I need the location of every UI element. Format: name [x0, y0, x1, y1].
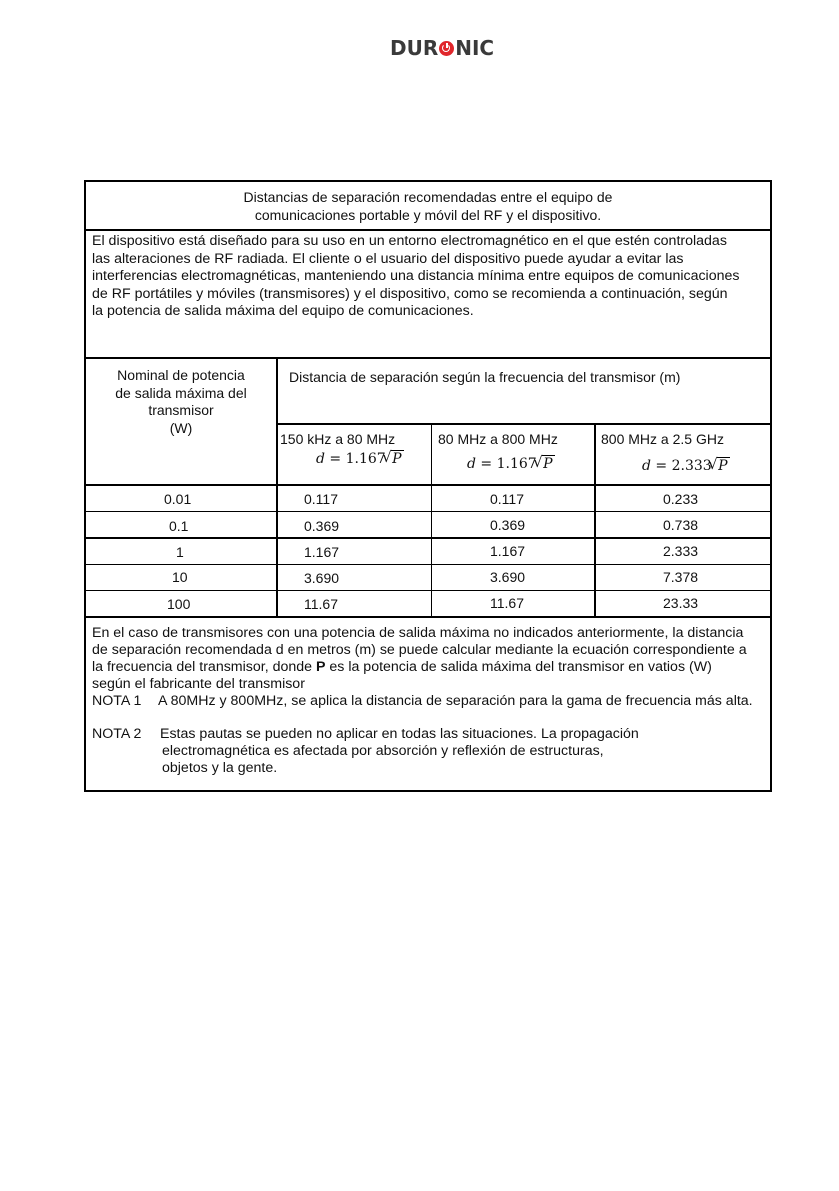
power-icon	[439, 41, 454, 56]
formula-coef: 1.167	[496, 456, 537, 472]
formula-band-3	[642, 457, 730, 474]
formula-eq: =	[480, 456, 493, 472]
distance-cell: 0.369	[304, 518, 340, 534]
divider	[86, 511, 770, 512]
intro-line: interferencias electromagnéticas, manteniendo una distancia mínima entre equipos de comunicaciones	[92, 268, 740, 285]
duronic-logo	[390, 36, 495, 60]
note-text: A 80MHz y 800MHz, se aplica la distancia de separación para la gama de frecuencia más alta.	[158, 693, 753, 709]
band-label-3: 800 MHz a 2.5 GHz	[601, 431, 724, 447]
distance-cell: 0.369	[490, 517, 526, 533]
distance-column-header: Distancia de separación según la frecuencia del transmisor (m)	[289, 369, 681, 385]
logo-text-du: DUR	[390, 36, 439, 60]
note-1	[92, 693, 768, 711]
note-label: NOTA 2	[92, 726, 142, 742]
logo-text-nic: NIC	[455, 36, 495, 60]
distance-cell: 0.233	[663, 491, 699, 507]
note-line: Estas pautas se pueden no aplicar en todas las situaciones. La propagación	[160, 726, 639, 742]
footer-line	[92, 659, 768, 676]
power-column-header	[86, 367, 276, 437]
footer-line: En el caso de transmisores con una potencia de salida máxima no indicados anteriormente, la distancia	[92, 625, 744, 641]
divider	[86, 564, 770, 565]
formula-var: d	[642, 458, 651, 474]
formula-coef: 2.333	[671, 458, 712, 474]
band-label-1: 150 kHz a 80 MHz	[280, 431, 396, 447]
distance-cell: 11.67	[304, 596, 338, 612]
distance-cell: 1.167	[490, 543, 526, 559]
distance-cell: 11.67	[490, 595, 524, 611]
formula-p: P	[392, 451, 402, 467]
formula-coef: 1.167	[345, 451, 386, 467]
note-line: electromagnética es afectada por absorción y reflexión de estructuras,	[162, 743, 604, 759]
footer-var-p: P	[315, 659, 326, 675]
header-line: Nominal de potencia	[117, 367, 245, 383]
formula-p: P	[718, 458, 728, 474]
divider	[276, 423, 770, 425]
note-label: NOTA 1	[92, 693, 142, 709]
divider	[86, 229, 770, 231]
power-cell: 100	[167, 596, 191, 612]
separation-distance-table	[84, 180, 772, 792]
header-line: (W)	[169, 419, 193, 436]
divider	[86, 590, 770, 591]
distance-cell: 7.378	[663, 569, 699, 585]
power-cell: 10	[172, 569, 188, 585]
note-text	[160, 726, 639, 777]
divider	[431, 423, 432, 617]
intro-line: El dispositivo está diseñado para su uso en un entorno electromagnético en el que estén controladas	[92, 233, 727, 249]
distance-cell: 0.738	[663, 517, 699, 533]
power-cell: 0.1	[169, 518, 189, 534]
header-line: transmisor	[148, 402, 214, 418]
distance-cell: 0.117	[304, 491, 338, 507]
note-line: objetos y la gente.	[162, 760, 278, 776]
distance-cell: 3.690	[304, 570, 340, 586]
formula-band-1	[316, 450, 404, 467]
divider	[594, 423, 596, 617]
formula-band-2	[467, 455, 555, 472]
distance-cell: 3.690	[490, 569, 526, 585]
footer-line: de separación recomendada d en metros (m) se puede calcular mediante la ecuación correspondiente a	[92, 642, 747, 658]
intro-line: las alteraciones de RF radiada. El cliente o el usuario del dispositivo puede ayudar a evitar las	[92, 250, 684, 267]
band-label-2: 80 MHz a 800 MHz	[438, 431, 558, 447]
distance-cell: 2.333	[663, 543, 699, 559]
intro-line: de RF portátiles y móviles (transmisores) y el dispositivo, como se recomienda a continuación, según	[92, 285, 728, 302]
footer-paragraph	[92, 625, 768, 693]
power-cell: 0.01	[164, 491, 192, 507]
formula-eq: =	[655, 458, 668, 474]
divider	[86, 537, 770, 539]
formula-var: d	[467, 456, 476, 472]
header-line: de salida máxima del	[115, 384, 247, 401]
intro-paragraph	[92, 233, 764, 321]
note-2	[92, 726, 768, 782]
distance-cell: 23.33	[663, 595, 699, 611]
formula-eq: =	[329, 451, 342, 467]
intro-line: la potencia de salida máxima del equipo de comunicaciones.	[92, 303, 474, 320]
footer-text: la frecuencia del transmisor, donde	[92, 659, 316, 675]
divider	[86, 357, 770, 359]
footer-text: es la potencia de salida máxima del transmisor en vatios (W)	[325, 659, 712, 675]
formula-var: d	[316, 451, 325, 467]
divider	[276, 357, 278, 617]
title-line: comunicaciones portable y móvil del RF y el dispositivo.	[254, 207, 602, 223]
formula-p: P	[543, 456, 553, 472]
divider	[86, 484, 770, 486]
footer-line: según el fabricante del transmisor	[92, 676, 305, 692]
distance-cell: 1.167	[304, 544, 340, 560]
distance-cell: 0.117	[490, 491, 524, 507]
divider	[86, 616, 770, 618]
table-title	[86, 188, 770, 224]
title-line: Distancias de separación recomendadas entre el equipo de	[243, 189, 613, 205]
power-cell: 1	[176, 544, 184, 560]
